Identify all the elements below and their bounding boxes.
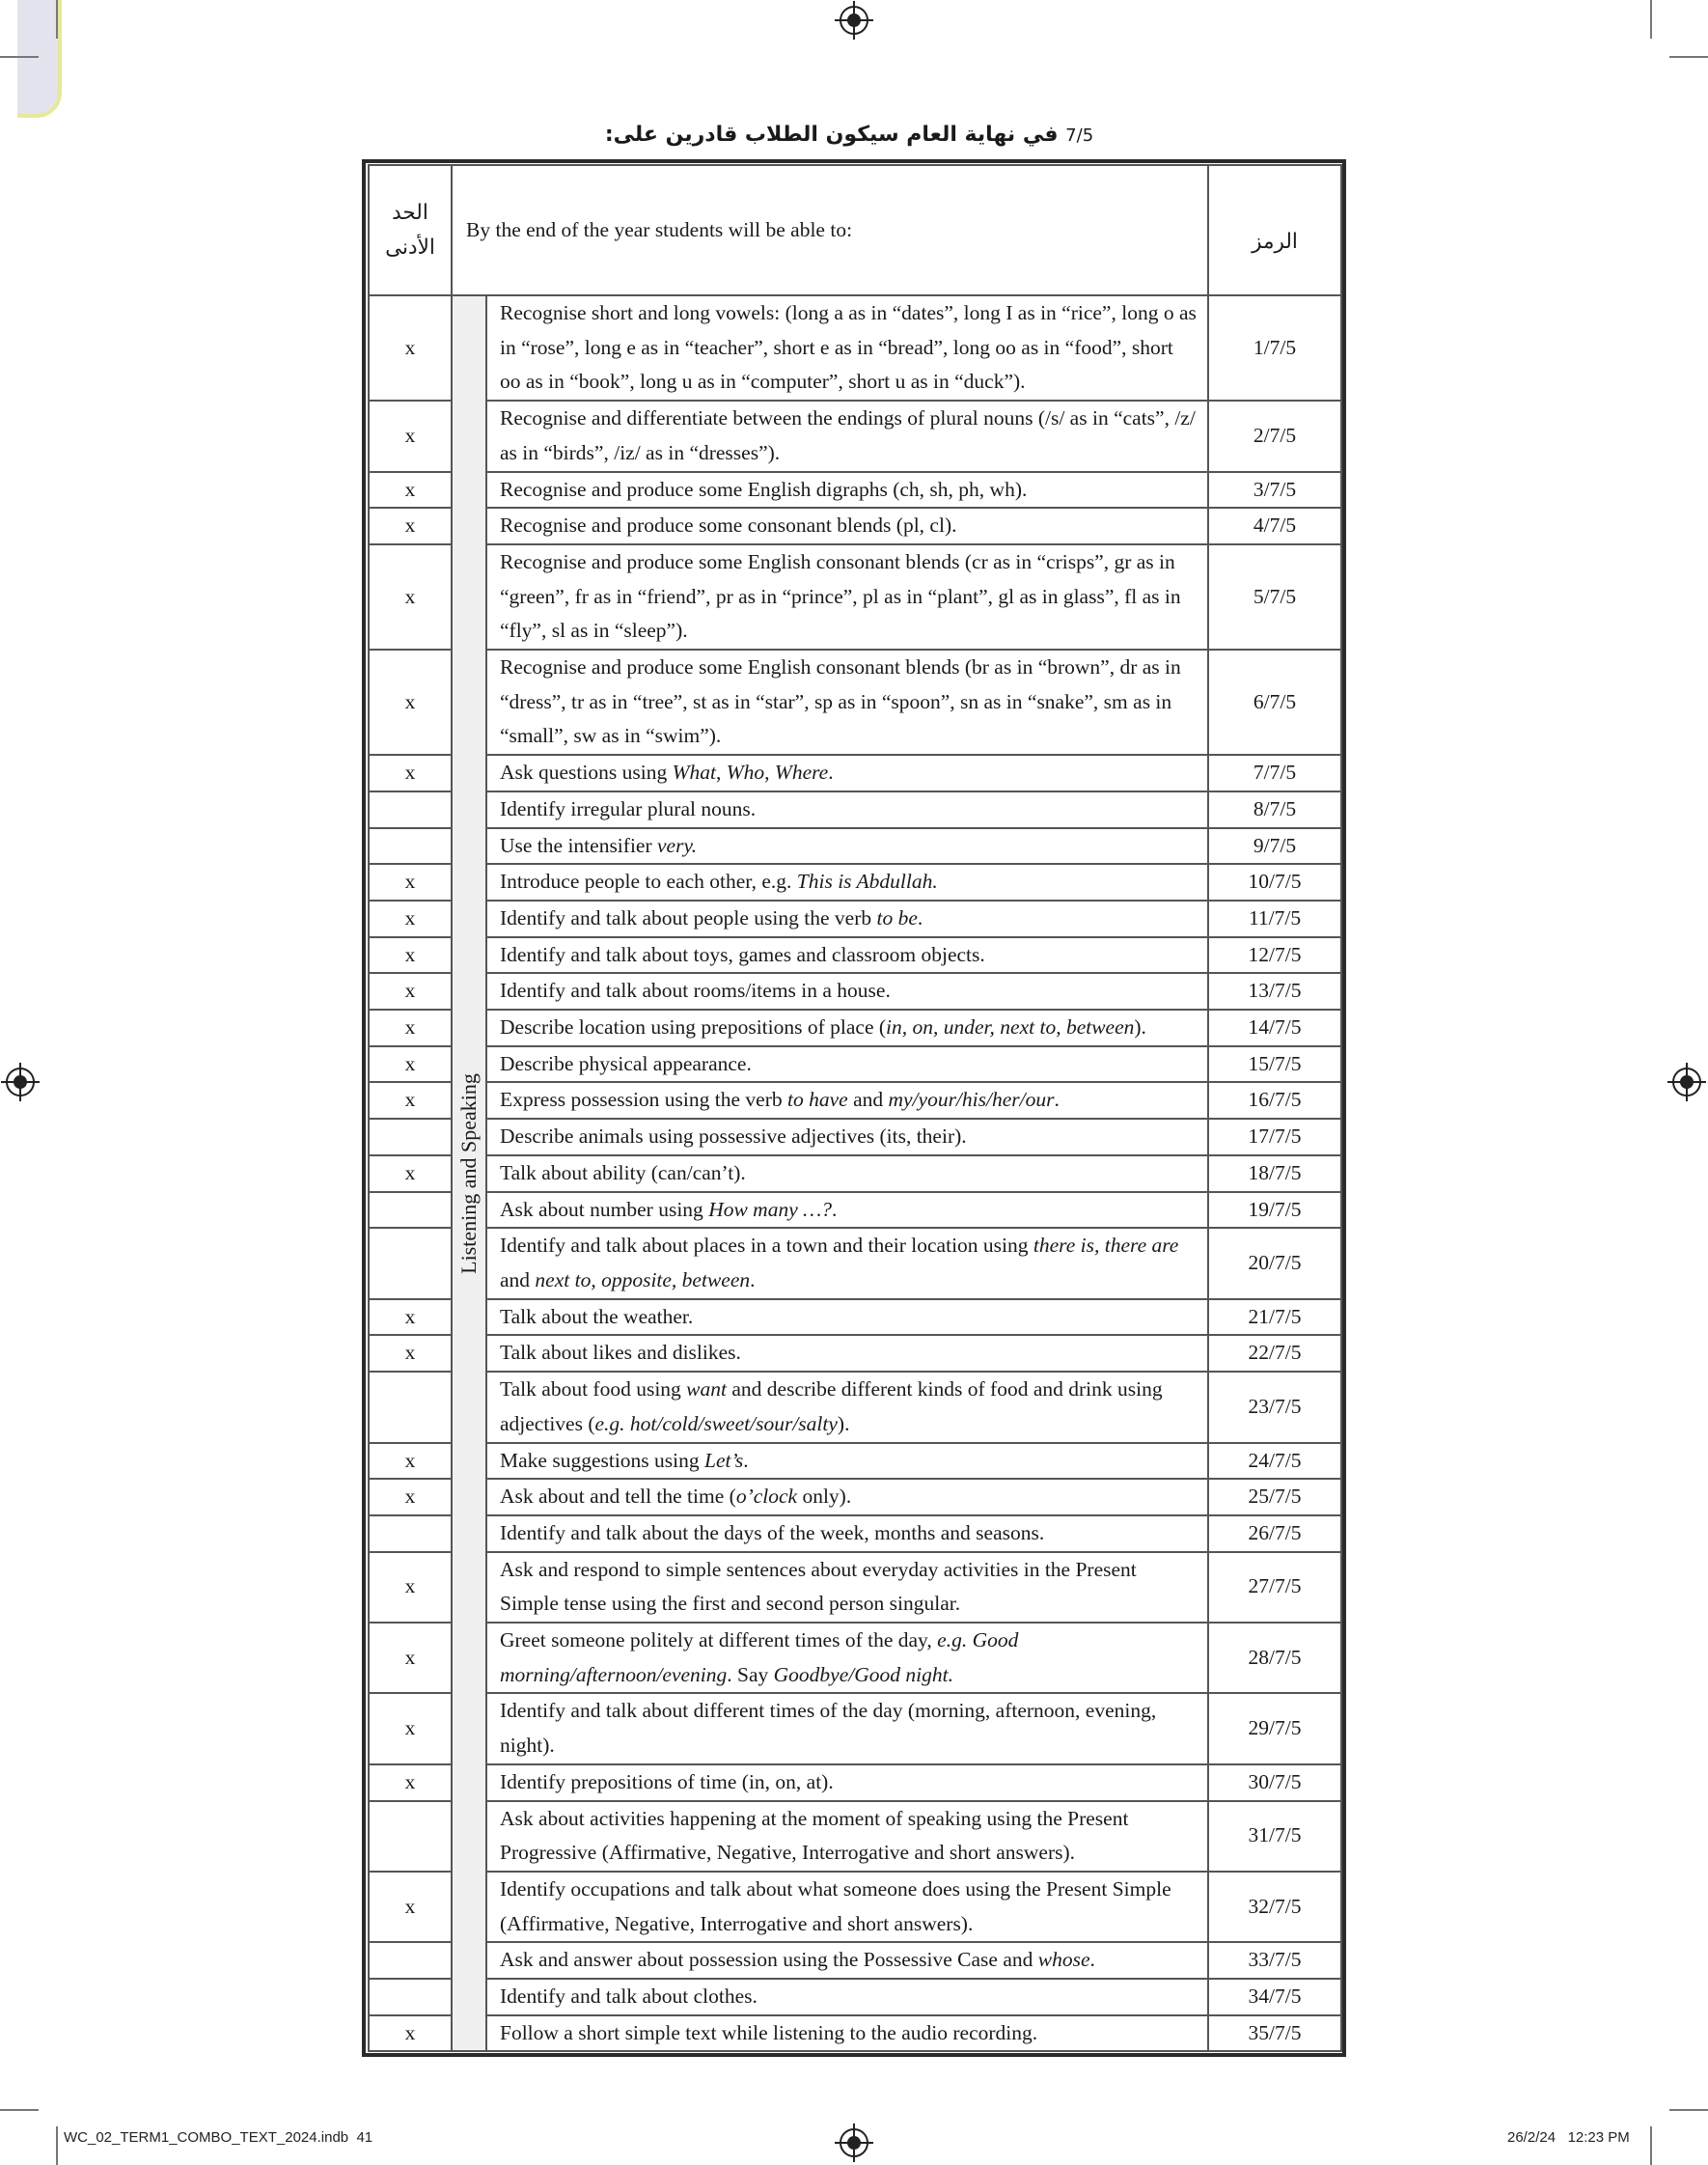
table-row xyxy=(369,828,1341,865)
objective-segment: Ask about activities happening at the moment of speaking using the Present Progressive (Affirmative, Negative, Interrogative and short answers). xyxy=(500,1806,1129,1865)
table-row xyxy=(369,1192,1341,1229)
table-row xyxy=(369,472,1341,509)
table-row xyxy=(369,1872,1341,1942)
objective-emphasis: Goodbye/Good night. xyxy=(773,1662,953,1686)
minimum-marker: x xyxy=(369,544,452,650)
table-row xyxy=(369,1942,1341,1979)
table-row xyxy=(369,1443,1341,1480)
table-row xyxy=(369,1801,1341,1872)
crop-mark xyxy=(1650,0,1652,39)
table-row xyxy=(369,1979,1341,2015)
objective-text xyxy=(486,1046,1208,1083)
objective-emphasis: e.g. Good morning/afternoon/evening xyxy=(500,1628,1019,1686)
table-row xyxy=(369,973,1341,1010)
objective-segment: Ask questions using xyxy=(500,761,673,785)
objective-segment: Talk about food using xyxy=(500,1377,687,1402)
objective-segment: Recognise and produce some English digraphs (ch, sh, ph, wh). xyxy=(500,477,1028,501)
crop-mark xyxy=(56,2126,58,2165)
minimum-marker: x xyxy=(369,1082,452,1119)
objective-code: 6/7/5 xyxy=(1208,650,1341,755)
minimum-marker: x xyxy=(369,901,452,937)
objective-code: 27/7/5 xyxy=(1208,1552,1341,1623)
objective-emphasis: whose xyxy=(1037,1948,1090,1972)
minimum-marker: x xyxy=(369,1155,452,1192)
table-row xyxy=(369,2015,1341,2052)
table-row xyxy=(369,1693,1341,1763)
crop-mark xyxy=(0,56,39,58)
table-row xyxy=(369,1046,1341,1083)
minimum-marker: x xyxy=(369,1443,452,1480)
crop-mark xyxy=(0,2109,39,2111)
objective-segment: Recognise and produce some English consonant blends (cr as in “crisps”, gr as in “green”, fr as in “friend”, pr as in “prince”, pl as in “plant”, gl as in glass”, fl as in “fly”, sl as in “sleep”). xyxy=(500,549,1181,643)
objective-segment: Identify and talk about places in a town and their location using xyxy=(500,1234,1033,1258)
objective-segment: . Say xyxy=(727,1662,774,1686)
objective-code: 10/7/5 xyxy=(1208,864,1341,901)
objective-segment: and xyxy=(500,1267,536,1291)
crop-mark xyxy=(1669,56,1708,58)
objective-segment: and describe different kinds of food and drink using adjectives ( xyxy=(500,1377,1163,1435)
objective-text xyxy=(486,544,1208,650)
objective-text xyxy=(486,1801,1208,1872)
objective-text xyxy=(486,791,1208,828)
table-row xyxy=(369,1335,1341,1372)
header-minimum: الحد الأدنى xyxy=(369,165,452,295)
objective-segment: Make suggestions using xyxy=(500,1448,705,1472)
objective-segment: Identify and talk about rooms/items in a house. xyxy=(500,979,891,1003)
objective-emphasis: in, on, under, next to, between xyxy=(886,1015,1135,1040)
objective-segment: Ask and respond to simple sentences about everyday activities in the Present Simple tense using the first and second person singular. xyxy=(500,1557,1137,1616)
objective-code: 20/7/5 xyxy=(1208,1228,1341,1298)
minimum-marker: x xyxy=(369,295,452,401)
objective-segment: Ask and answer about possession using the Possessive Case and xyxy=(500,1948,1038,1972)
objective-text xyxy=(486,1010,1208,1046)
table-header-row xyxy=(369,165,1341,295)
objective-text xyxy=(486,1872,1208,1942)
table-row xyxy=(369,901,1341,937)
objective-code: 33/7/5 xyxy=(1208,1942,1341,1979)
objective-text xyxy=(486,1552,1208,1623)
table-row xyxy=(369,1119,1341,1155)
registration-mark-icon xyxy=(840,6,868,35)
objective-segment: Introduce people to each other, e.g. xyxy=(500,870,797,894)
minimum-marker xyxy=(369,791,452,828)
objective-text xyxy=(486,973,1208,1010)
header-objective: By the end of the year students will be able to: xyxy=(452,165,1208,295)
objective-text xyxy=(486,1335,1208,1372)
objective-code: 7/7/5 xyxy=(1208,755,1341,791)
objective-emphasis: very. xyxy=(657,833,698,857)
minimum-marker xyxy=(369,1372,452,1442)
objective-emphasis: my/your/his/her/our xyxy=(888,1088,1055,1112)
page-heading xyxy=(365,114,1343,156)
footer-file xyxy=(64,2129,372,2146)
crop-mark xyxy=(1669,2109,1708,2111)
objective-text xyxy=(486,1693,1208,1763)
objective-segment: Describe physical appearance. xyxy=(500,1051,752,1075)
objective-code: 35/7/5 xyxy=(1208,2015,1341,2052)
objective-emphasis: Who xyxy=(726,761,765,785)
objective-text xyxy=(486,1228,1208,1298)
objective-emphasis: o’clock xyxy=(735,1485,798,1509)
objective-segment: Talk about ability (can/can’t). xyxy=(500,1160,746,1184)
objective-text xyxy=(486,1372,1208,1442)
objective-text xyxy=(486,295,1208,401)
objective-segment: . xyxy=(743,1448,749,1472)
objective-code: 26/7/5 xyxy=(1208,1515,1341,1552)
objective-text xyxy=(486,755,1208,791)
objective-emphasis: What xyxy=(672,761,716,785)
objective-code: 28/7/5 xyxy=(1208,1623,1341,1693)
objective-code: 34/7/5 xyxy=(1208,1979,1341,2015)
objective-code: 9/7/5 xyxy=(1208,828,1341,865)
objective-code: 4/7/5 xyxy=(1208,508,1341,544)
table-row xyxy=(369,1010,1341,1046)
minimum-marker xyxy=(369,1228,452,1298)
objective-segment: . xyxy=(1089,1948,1095,1972)
objective-text xyxy=(486,401,1208,471)
objective-emphasis: to have xyxy=(787,1088,848,1112)
objective-text xyxy=(486,1192,1208,1229)
objective-emphasis: want xyxy=(686,1377,727,1402)
category-cell xyxy=(452,295,486,2051)
objective-code: 8/7/5 xyxy=(1208,791,1341,828)
minimum-marker xyxy=(369,1942,452,1979)
objective-code: 18/7/5 xyxy=(1208,1155,1341,1192)
objective-code: 14/7/5 xyxy=(1208,1010,1341,1046)
registration-mark-icon xyxy=(1672,1068,1701,1096)
objective-segment: Identify and talk about different times of the day (morning, afternoon, evening, night). xyxy=(500,1699,1157,1758)
objective-segment: Ask about number using xyxy=(500,1197,709,1221)
objective-code: 2/7/5 xyxy=(1208,401,1341,471)
minimum-marker xyxy=(369,1119,452,1155)
objective-segment: . xyxy=(917,905,923,930)
table-row xyxy=(369,1764,1341,1801)
minimum-marker: x xyxy=(369,864,452,901)
minimum-marker: x xyxy=(369,973,452,1010)
objective-segment: Follow a short simple text while listening to the audio recording. xyxy=(500,2020,1038,2044)
minimum-marker: x xyxy=(369,1010,452,1046)
objective-segment: Use the intensifier xyxy=(500,833,657,857)
objective-segment: Describe location using prepositions of place ( xyxy=(500,1015,887,1040)
objective-code: 30/7/5 xyxy=(1208,1764,1341,1801)
minimum-marker: x xyxy=(369,1623,452,1693)
table-row xyxy=(369,1082,1341,1119)
objective-text xyxy=(486,1299,1208,1336)
objective-segment: Identify prepositions of time (in, on, at). xyxy=(500,1769,834,1793)
objective-segment: Identify irregular plural nouns. xyxy=(500,796,757,820)
table-row xyxy=(369,937,1341,974)
table-row xyxy=(369,1155,1341,1192)
registration-mark-icon xyxy=(6,1068,35,1096)
objective-segment: and xyxy=(847,1088,889,1112)
objective-segment: ). xyxy=(1134,1015,1146,1040)
objective-code: 5/7/5 xyxy=(1208,544,1341,650)
objective-segment: Ask about and tell the time ( xyxy=(500,1485,736,1509)
minimum-marker: x xyxy=(369,1046,452,1083)
table-row xyxy=(369,755,1341,791)
objective-text xyxy=(486,1479,1208,1515)
table-row xyxy=(369,1623,1341,1693)
minimum-marker: x xyxy=(369,1872,452,1942)
minimum-marker xyxy=(369,1801,452,1872)
objective-emphasis: How many …? xyxy=(708,1197,832,1221)
objective-segment: Describe animals using possessive adjectives (its, their). xyxy=(500,1124,967,1149)
table-row xyxy=(369,1299,1341,1336)
objective-text xyxy=(486,1082,1208,1119)
minimum-marker: x xyxy=(369,1693,452,1763)
objective-segment: . xyxy=(750,1267,756,1291)
header-code: الرمز xyxy=(1208,165,1341,295)
objective-emphasis: Where xyxy=(774,761,829,785)
minimum-marker: x xyxy=(369,1479,452,1515)
objective-code: 21/7/5 xyxy=(1208,1299,1341,1336)
objective-code: 19/7/5 xyxy=(1208,1192,1341,1229)
objective-segment: Identify and talk about clothes. xyxy=(500,1985,758,2009)
heading-number: 7/5 xyxy=(1065,125,1094,146)
objective-code: 13/7/5 xyxy=(1208,973,1341,1010)
objective-code: 31/7/5 xyxy=(1208,1801,1341,1872)
objective-segment: Recognise and produce some English consonant blends (br as in “brown”, dr as in “dress”, tr as in “tree”, st as in “star”, sp as in “spoon”, sn as in “snake”, sm as in “small”, sw as in “swim”). xyxy=(500,655,1181,748)
footer-time: 12:23 PM xyxy=(1567,2129,1630,2146)
minimum-marker: x xyxy=(369,2015,452,2052)
minimum-marker xyxy=(369,1979,452,2015)
table-row xyxy=(369,508,1341,544)
minimum-marker: x xyxy=(369,508,452,544)
objectives-table xyxy=(368,164,1342,2052)
objective-text xyxy=(486,2015,1208,2052)
objective-emphasis: there is, there are xyxy=(1033,1234,1179,1258)
table-row xyxy=(369,1372,1341,1442)
minimum-marker: x xyxy=(369,755,452,791)
objective-segment: Identify occupations and talk about what someone does using the Present Simple (Affirmative, Negative, Interrogative and short answers). xyxy=(500,1876,1171,1935)
objective-emphasis: e.g. hot/cold/sweet/sour/salty xyxy=(594,1411,838,1435)
objective-text xyxy=(486,828,1208,865)
footer-filename: WC_02_TERM1_COMBO_TEXT_2024.indb xyxy=(64,2129,349,2146)
objective-code: 23/7/5 xyxy=(1208,1372,1341,1442)
objective-code: 24/7/5 xyxy=(1208,1443,1341,1480)
objective-segment: Identify and talk about toys, games and classroom objects. xyxy=(500,942,985,966)
minimum-marker xyxy=(369,828,452,865)
objective-code: 32/7/5 xyxy=(1208,1872,1341,1942)
objective-segment: Recognise short and long vowels: (long a as in “dates”, long I as in “rice”, long o as in “rose”, long e as in “teacher”, short e as in “bread”, long oo as in “food”, short oo as in “book”, long u as in “computer”, short u as in “duck”). xyxy=(500,301,1197,394)
objective-text xyxy=(486,1764,1208,1801)
objective-segment: . xyxy=(1054,1088,1060,1112)
objective-text xyxy=(486,1623,1208,1693)
objective-segment: , xyxy=(715,761,727,785)
objective-code: 3/7/5 xyxy=(1208,472,1341,509)
heading-text: في نهاية العام سيكون الطلاب قادرين على: xyxy=(604,123,1059,147)
objective-segment: only). xyxy=(797,1485,852,1509)
table-row xyxy=(369,791,1341,828)
objective-code: 12/7/5 xyxy=(1208,937,1341,974)
objective-segment: , xyxy=(764,761,775,785)
minimum-marker: x xyxy=(369,937,452,974)
minimum-marker: x xyxy=(369,1764,452,1801)
objective-text xyxy=(486,650,1208,755)
minimum-marker xyxy=(369,1192,452,1229)
table-row xyxy=(369,1515,1341,1552)
crop-mark xyxy=(1650,2126,1652,2165)
objective-text xyxy=(486,864,1208,901)
table-row xyxy=(369,544,1341,650)
objective-emphasis: This is Abdullah. xyxy=(796,870,938,894)
minimum-marker: x xyxy=(369,650,452,755)
table-row xyxy=(369,650,1341,755)
minimum-marker: x xyxy=(369,1335,452,1372)
objective-code: 11/7/5 xyxy=(1208,901,1341,937)
objective-text xyxy=(486,1443,1208,1480)
objective-text xyxy=(486,1119,1208,1155)
objective-text xyxy=(486,1515,1208,1552)
objective-code: 17/7/5 xyxy=(1208,1119,1341,1155)
table-row xyxy=(369,295,1341,401)
minimum-marker: x xyxy=(369,1552,452,1623)
objective-segment: Talk about likes and dislikes. xyxy=(500,1341,741,1365)
table-row xyxy=(369,401,1341,471)
table-row xyxy=(369,1479,1341,1515)
registration-mark-icon xyxy=(840,2128,868,2157)
objective-code: 1/7/5 xyxy=(1208,295,1341,401)
objective-segment: Identify and talk about people using the verb xyxy=(500,905,877,930)
table-row xyxy=(369,1552,1341,1623)
category-label: Listening and Speaking xyxy=(456,1072,482,1274)
objective-code: 16/7/5 xyxy=(1208,1082,1341,1119)
objective-segment: Recognise and differentiate between the endings of plural nouns (/s/ as in “cats”, /z/ as in “birds”, /iz/ as in “dresses”). xyxy=(500,406,1196,464)
minimum-marker: x xyxy=(369,472,452,509)
objective-emphasis: to be xyxy=(876,905,918,930)
minimum-marker xyxy=(369,1515,452,1552)
minimum-marker: x xyxy=(369,401,452,471)
footer-date: 26/2/24 xyxy=(1507,2129,1556,2146)
objective-segment: Talk about the weather. xyxy=(500,1304,694,1328)
objective-text xyxy=(486,901,1208,937)
objective-segment: ). xyxy=(837,1411,850,1435)
objective-text xyxy=(486,1942,1208,1979)
minimum-marker: x xyxy=(369,1299,452,1336)
objective-emphasis: Let’s xyxy=(704,1448,744,1472)
table-row xyxy=(369,1228,1341,1298)
objective-segment: Greet someone politely at different times of the day, xyxy=(500,1628,938,1652)
objective-text xyxy=(486,937,1208,974)
objective-text xyxy=(486,508,1208,544)
objective-segment: . xyxy=(828,761,834,785)
objective-text xyxy=(486,1155,1208,1192)
crop-mark xyxy=(56,0,58,39)
objective-segment: Express possession using the verb xyxy=(500,1088,787,1112)
objective-code: 29/7/5 xyxy=(1208,1693,1341,1763)
objective-text xyxy=(486,1979,1208,2015)
objective-emphasis: next to, opposite, between xyxy=(535,1267,751,1291)
table-row xyxy=(369,864,1341,901)
objective-code: 25/7/5 xyxy=(1208,1479,1341,1515)
footer-timestamp xyxy=(1507,2129,1630,2146)
footer-page-number: 41 xyxy=(356,2129,373,2146)
objective-segment: Identify and talk about the days of the week, months and seasons. xyxy=(500,1520,1045,1544)
objective-text xyxy=(486,472,1208,509)
objective-segment: . xyxy=(832,1197,838,1221)
objective-segment: Recognise and produce some consonant blends (pl, cl). xyxy=(500,513,957,538)
objective-code: 15/7/5 xyxy=(1208,1046,1341,1083)
objective-code: 22/7/5 xyxy=(1208,1335,1341,1372)
